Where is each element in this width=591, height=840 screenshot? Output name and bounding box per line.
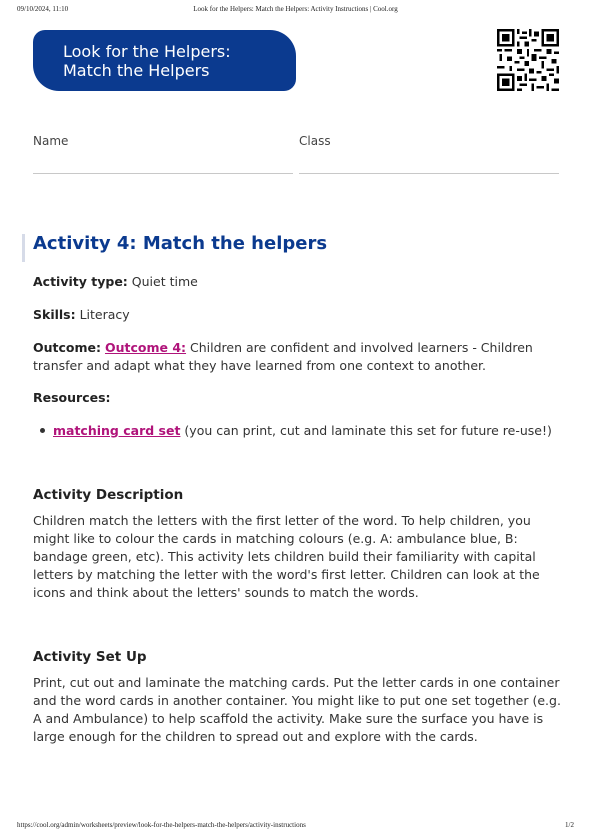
worksheet-title-banner bbox=[33, 30, 296, 91]
skills-row bbox=[33, 306, 130, 324]
worksheet-title-line-2: Match the Helpers bbox=[63, 61, 210, 80]
print-page-number: 1/2 bbox=[565, 821, 574, 829]
print-page-title: Look for the Helpers: Match the Helpers: Activity Instructions | Cool.org bbox=[193, 5, 398, 13]
activity-type-label: Activity type: bbox=[33, 274, 128, 289]
setup-text: Print, cut out and laminate the matching cards. Put the letter cards in one container and the word cards in another container. You might like to put one set together (e.g. A and Ambulance) to help scaffold the activity. Make sure the surface you have is large enough for the children to spread out and explore with the cards. bbox=[33, 675, 561, 744]
activity-type-row bbox=[33, 273, 198, 291]
description-text: Children match the letters with the first letter of the word. To help children, you might like to colour the cards in matching colours (e.g. A: ambulance blue, B: bandage green, etc). This activity lets children build their familiarity with capital letters by matching the letter with the word's first letter. Children can look at the icons and think about the letters' sounds to match the words. bbox=[33, 513, 540, 600]
qr-code-icon bbox=[497, 29, 559, 91]
outcome-text-line-1: Children are confident and involved learners - Children bbox=[190, 340, 533, 355]
setup-heading: Activity Set Up bbox=[33, 649, 147, 665]
outcome-text-line-2: transfer and adapt what they have learned from one context to another. bbox=[33, 358, 486, 373]
name-field[interactable] bbox=[33, 173, 293, 174]
print-header bbox=[0, 5, 591, 15]
class-field[interactable] bbox=[299, 173, 559, 174]
outcome-row bbox=[33, 339, 533, 357]
description-heading: Activity Description bbox=[33, 487, 184, 503]
print-footer bbox=[0, 821, 591, 831]
worksheet-title-line-1: Look for the Helpers: bbox=[63, 42, 231, 61]
print-url: https://cool.org/admin/worksheets/preview/look-for-the-helpers-match-the-helpers/activity-instructions bbox=[17, 821, 306, 829]
resources-label: Resources: bbox=[33, 390, 111, 405]
outcome-link[interactable]: Outcome 4: bbox=[104, 340, 187, 355]
skills-label: Skills: bbox=[33, 307, 76, 322]
class-label: Class bbox=[299, 134, 331, 148]
activity-type-value: Quiet time bbox=[131, 274, 198, 289]
matching-card-set-link[interactable]: matching card set bbox=[53, 423, 181, 438]
list-bullet bbox=[40, 428, 45, 433]
resource-list-item bbox=[53, 422, 552, 440]
skills-value: Literacy bbox=[79, 307, 130, 322]
outcome-label: Outcome: bbox=[33, 340, 101, 355]
print-datetime: 09/10/2024, 11:10 bbox=[17, 5, 69, 13]
resource-note: (you can print, cut and laminate this set for future re-use!) bbox=[184, 423, 552, 438]
heading-accent-bar bbox=[22, 234, 25, 262]
activity-heading: Activity 4: Match the helpers bbox=[33, 233, 328, 254]
name-label: Name bbox=[33, 134, 69, 148]
